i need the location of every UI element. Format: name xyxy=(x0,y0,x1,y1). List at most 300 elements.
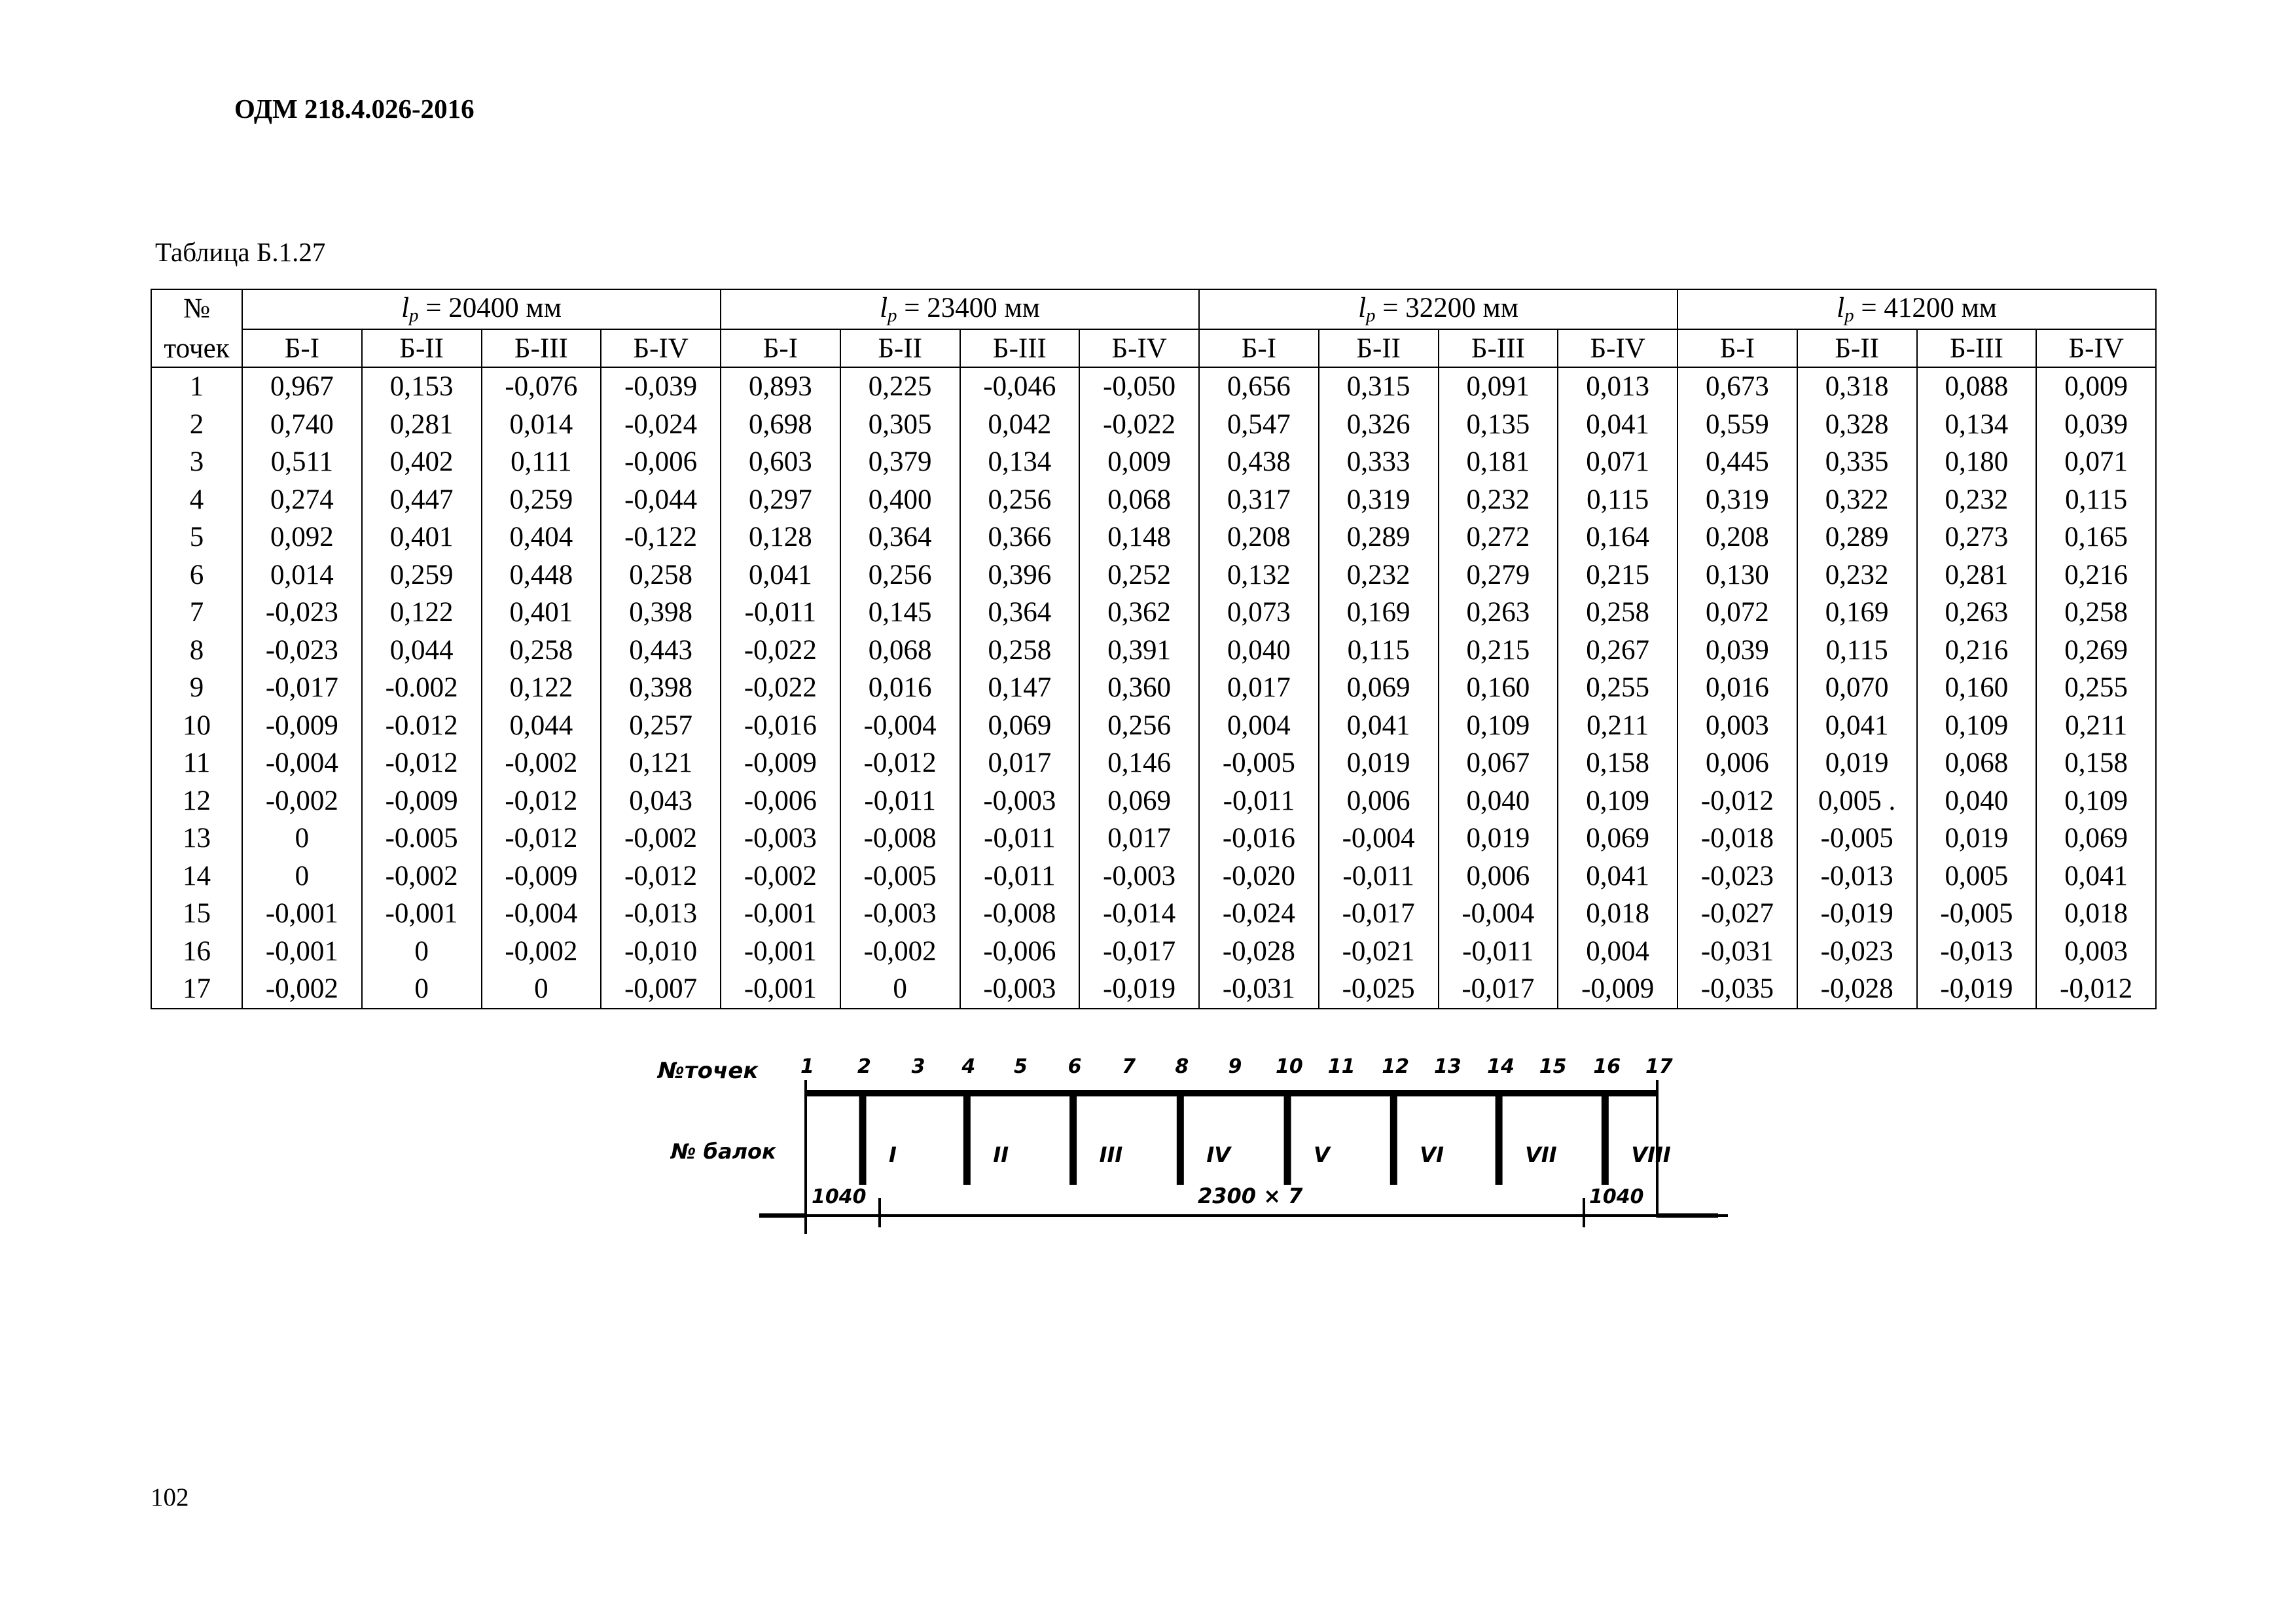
coefficient-cell: 0,279 xyxy=(1439,556,1558,594)
coefficient-cell: 0,402 xyxy=(362,443,482,481)
coefficient-cell: 0,072 xyxy=(1677,594,1797,632)
coefficient-cell: 0,272 xyxy=(1439,518,1558,556)
coefficient-cell: 0,273 xyxy=(1917,518,2037,556)
coefficient-cell: 0,122 xyxy=(482,669,601,707)
coefficient-cell: -0,019 xyxy=(1079,970,1199,1009)
table-row xyxy=(151,518,2156,556)
document-code: ОДМ 218.4.026-2016 xyxy=(234,94,475,124)
beam-subheader: Б-I xyxy=(1199,329,1319,367)
coefficient-cell: 0,004 xyxy=(1558,933,1677,971)
coefficient-cell: 0,019 xyxy=(1797,744,1917,782)
point-number-label: 7 xyxy=(1122,1055,1136,1078)
coefficient-cell: 0,109 xyxy=(1917,707,2037,745)
group-header-2 xyxy=(721,289,1199,329)
coefficient-cell: 0,109 xyxy=(1439,707,1558,745)
coefficient-cell: 0,211 xyxy=(2036,707,2156,745)
coefficient-cell: -0,008 xyxy=(960,895,1080,933)
coefficient-cell: 0,158 xyxy=(1558,744,1677,782)
point-number-cell: 16 xyxy=(151,933,242,971)
coefficient-cell: 0,256 xyxy=(840,556,960,594)
coefficient-cell: 0,132 xyxy=(1199,556,1319,594)
group-header-3 xyxy=(1199,289,1677,329)
coefficient-cell: 0,258 xyxy=(482,632,601,670)
points-label: №точек xyxy=(658,1058,759,1084)
diagram-frame xyxy=(656,1058,1728,1234)
point-number-cell: 10 xyxy=(151,707,242,745)
coefficient-cell: 0,255 xyxy=(2036,669,2156,707)
point-number-cell: 3 xyxy=(151,443,242,481)
coefficient-cell: -0,017 xyxy=(1439,970,1558,1009)
coefficient-cell: 0,232 xyxy=(1439,481,1558,519)
coefficient-cell: 0,017 xyxy=(1079,820,1199,857)
coefficient-cell: -0,011 xyxy=(840,782,960,820)
coefficient-cell: -0,004 xyxy=(482,895,601,933)
coefficient-cell: 0,115 xyxy=(1319,632,1439,670)
coefficient-cell: 0,259 xyxy=(362,556,482,594)
coefficient-cell: -0,012 xyxy=(482,820,601,857)
coefficient-cell: 0,041 xyxy=(1319,707,1439,745)
lp-subscript: p xyxy=(888,304,897,326)
point-number-label: 4 xyxy=(961,1055,976,1078)
point-number-header-line2: точек xyxy=(164,333,230,364)
coefficient-cell: 0,041 xyxy=(1558,406,1677,444)
coefficient-cell: 0,559 xyxy=(1677,406,1797,444)
coefficient-cell: 0,069 xyxy=(2036,820,2156,857)
coefficient-cell: -0,022 xyxy=(1079,406,1199,444)
point-number-header xyxy=(151,289,242,367)
point-number-labels xyxy=(800,1055,1673,1078)
point-number-label: 14 xyxy=(1487,1055,1515,1078)
coefficient-cell: 0,257 xyxy=(601,707,721,745)
coefficient-cell: 0,404 xyxy=(482,518,601,556)
coefficient-cell: 0,109 xyxy=(2036,782,2156,820)
coefficient-cell: 0,317 xyxy=(1199,481,1319,519)
coefficient-cell: -0,003 xyxy=(960,970,1080,1009)
coefficient-cell: -0,011 xyxy=(1439,933,1558,971)
coefficient-cell: -0,039 xyxy=(601,367,721,406)
coefficient-cell: 0,071 xyxy=(2036,443,2156,481)
coefficient-cell: 0,208 xyxy=(1199,518,1319,556)
table-row xyxy=(151,970,2156,1009)
coefficient-cell: 0,067 xyxy=(1439,744,1558,782)
coefficient-cell: -0,023 xyxy=(1797,933,1917,971)
coefficient-cell: 0,160 xyxy=(1439,669,1558,707)
lp-symbol: l xyxy=(1358,292,1367,323)
coefficient-cell: 0,333 xyxy=(1319,443,1439,481)
coefficient-cell: 0,603 xyxy=(721,443,840,481)
coefficient-cell: -0,046 xyxy=(960,367,1080,406)
table-row xyxy=(151,406,2156,444)
coefficient-cell: 0,547 xyxy=(1199,406,1319,444)
point-number-header-line1: № xyxy=(183,293,211,324)
point-number-cell: 17 xyxy=(151,970,242,1009)
coefficient-cell: 0,396 xyxy=(960,556,1080,594)
coefficient-cell: -0,002 xyxy=(482,744,601,782)
coefficient-cell: 0 xyxy=(362,970,482,1009)
coefficient-cell: 0,673 xyxy=(1677,367,1797,406)
coefficient-cell: 0,148 xyxy=(1079,518,1199,556)
coefficient-cell: 0,893 xyxy=(721,367,840,406)
table-row xyxy=(151,367,2156,406)
beam-subheader: Б-IV xyxy=(1079,329,1199,367)
coefficient-cell: 0,042 xyxy=(960,406,1080,444)
coefficient-cell: 0,443 xyxy=(601,632,721,670)
coefficient-cell: 0,069 xyxy=(960,707,1080,745)
coefficient-cell: -0,023 xyxy=(242,632,362,670)
coefficient-cell: 0,092 xyxy=(242,518,362,556)
coefficient-cell: 0,401 xyxy=(362,518,482,556)
coefficient-cell: 0,122 xyxy=(362,594,482,632)
coefficient-cell: -0,012 xyxy=(1677,782,1797,820)
point-number-cell: 8 xyxy=(151,632,242,670)
table-row xyxy=(151,820,2156,857)
coefficient-cell: 0,091 xyxy=(1439,367,1558,406)
coefficient-cell: -0,022 xyxy=(721,669,840,707)
beam-subheader: Б-IV xyxy=(1558,329,1677,367)
coefficient-cell: 0,401 xyxy=(482,594,601,632)
coefficient-cell: 0,319 xyxy=(1319,481,1439,519)
beam-subheader: Б-II xyxy=(1797,329,1917,367)
point-number-cell: 12 xyxy=(151,782,242,820)
coefficient-cell: 0,366 xyxy=(960,518,1080,556)
coefficient-cell: 0,004 xyxy=(1199,707,1319,745)
coefficient-cell: 0,258 xyxy=(601,556,721,594)
coefficient-cell: -0,005 xyxy=(1917,895,2037,933)
coefficient-cell: -0.002 xyxy=(362,669,482,707)
coefficient-cell: -0,020 xyxy=(1199,857,1319,895)
point-number-cell: 2 xyxy=(151,406,242,444)
lp-symbol: l xyxy=(401,292,410,323)
coefficient-cell: -0,009 xyxy=(1558,970,1677,1009)
coefficient-cell: 0,335 xyxy=(1797,443,1917,481)
group-label: = 23400 мм xyxy=(897,292,1040,323)
coefficient-cell: 0,043 xyxy=(601,782,721,820)
coefficient-cell: 0 xyxy=(242,820,362,857)
beam-label: IV xyxy=(1206,1142,1230,1167)
coefficient-cell: -0,035 xyxy=(1677,970,1797,1009)
coefficient-cell: 0,438 xyxy=(1199,443,1319,481)
coefficient-cell: 0,256 xyxy=(1079,707,1199,745)
beam-subheader: Б-III xyxy=(960,329,1080,367)
coefficient-cell: 0,216 xyxy=(1917,632,2037,670)
coefficient-cell: 0,255 xyxy=(1558,669,1677,707)
coefficient-cell: 0,039 xyxy=(1677,632,1797,670)
beam-subheader: Б-IV xyxy=(2036,329,2156,367)
beam-label: VII xyxy=(1525,1142,1557,1167)
coefficient-cell: 0,014 xyxy=(482,406,601,444)
point-number-label: 12 xyxy=(1382,1055,1410,1078)
coefficient-cell: -0,025 xyxy=(1319,970,1439,1009)
table-row xyxy=(151,857,2156,895)
table-row xyxy=(151,556,2156,594)
coefficient-cell: 0,109 xyxy=(1558,782,1677,820)
coefficient-cell: 0,511 xyxy=(242,443,362,481)
coefficient-cell: -0,008 xyxy=(840,820,960,857)
coefficient-cell: -0,004 xyxy=(242,744,362,782)
coefficient-cell: 0,145 xyxy=(840,594,960,632)
lp-symbol: l xyxy=(1837,292,1845,323)
coefficient-cell: 0,967 xyxy=(242,367,362,406)
coefficient-cell: 0,018 xyxy=(2036,895,2156,933)
coefficient-cell: 0,400 xyxy=(840,481,960,519)
coefficient-cell: 0,259 xyxy=(482,481,601,519)
beam-layout-svg xyxy=(658,1044,1734,1240)
coefficient-cell: 0,297 xyxy=(721,481,840,519)
coefficient-cell: 0,016 xyxy=(1677,669,1797,707)
coefficient-cell: 0,146 xyxy=(1079,744,1199,782)
coefficient-cell: 0,069 xyxy=(1319,669,1439,707)
lp-subscript: p xyxy=(1844,304,1854,326)
point-number-cell: 13 xyxy=(151,820,242,857)
coefficient-cell: -0,009 xyxy=(721,744,840,782)
coefficient-cell: 0 xyxy=(362,933,482,971)
coefficient-cell: 0,003 xyxy=(1677,707,1797,745)
point-number-label: 15 xyxy=(1539,1055,1567,1078)
coefficient-cell: 0,044 xyxy=(362,632,482,670)
coefficient-cell: 0,040 xyxy=(1199,632,1319,670)
coefficient-cell: -0,017 xyxy=(1079,933,1199,971)
coefficient-cell: 0,740 xyxy=(242,406,362,444)
coefficient-cell: 0,289 xyxy=(1797,518,1917,556)
coefficient-cell: -0,005 xyxy=(1797,820,1917,857)
coefficient-cell: -0,122 xyxy=(601,518,721,556)
coefficient-cell: -0,011 xyxy=(1199,782,1319,820)
coefficient-cell: -0,009 xyxy=(362,782,482,820)
coefficient-cell: 0,281 xyxy=(362,406,482,444)
coefficient-cell: -0,017 xyxy=(242,669,362,707)
coefficient-cell: -0,005 xyxy=(840,857,960,895)
coefficient-cell: -0,002 xyxy=(601,820,721,857)
coefficient-cell: -0,003 xyxy=(960,782,1080,820)
coefficient-cell: -0,012 xyxy=(362,744,482,782)
coefficient-cell: 0,252 xyxy=(1079,556,1199,594)
coefficient-cell: 0,003 xyxy=(2036,933,2156,971)
coefficient-cell: 0,018 xyxy=(1558,895,1677,933)
beam-subheader: Б-I xyxy=(242,329,362,367)
point-number-label: 2 xyxy=(857,1055,871,1078)
beam-label: VI xyxy=(1420,1142,1444,1167)
coefficient-cell: -0,011 xyxy=(960,820,1080,857)
table-row xyxy=(151,594,2156,632)
coefficient-cell: 0 xyxy=(840,970,960,1009)
point-number-cell: 1 xyxy=(151,367,242,406)
table-row xyxy=(151,744,2156,782)
coefficient-cell: 0,115 xyxy=(2036,481,2156,519)
coefficient-cell: -0,004 xyxy=(840,707,960,745)
coefficient-cell: 0,019 xyxy=(1319,744,1439,782)
coefficient-cell: -0,005 xyxy=(1199,744,1319,782)
coefficient-cell: -0.005 xyxy=(362,820,482,857)
coefficient-cell: -0,011 xyxy=(960,857,1080,895)
coefficient-cell: 0,068 xyxy=(840,632,960,670)
coefficient-cell: 0,398 xyxy=(601,669,721,707)
beam-label: III xyxy=(1099,1142,1123,1167)
coefficient-cell: 0,269 xyxy=(2036,632,2156,670)
coefficient-cell: -0,024 xyxy=(601,406,721,444)
coefficient-cell: 0,225 xyxy=(840,367,960,406)
beam-subheader: Б-I xyxy=(1677,329,1797,367)
coefficient-cell: -0,002 xyxy=(242,970,362,1009)
beam-label: II xyxy=(993,1142,1009,1167)
coefficient-cell: 0,169 xyxy=(1797,594,1917,632)
table-row xyxy=(151,632,2156,670)
coefficient-cell: -0,023 xyxy=(242,594,362,632)
page-number: 102 xyxy=(151,1483,189,1511)
table-row xyxy=(151,782,2156,820)
coefficient-cell: -0,006 xyxy=(960,933,1080,971)
coefficient-cell: 0,019 xyxy=(1439,820,1558,857)
point-number-cell: 15 xyxy=(151,895,242,933)
coefficient-cell: -0,076 xyxy=(482,367,601,406)
coefficient-cell: -0,011 xyxy=(721,594,840,632)
coefficient-cell: 0,318 xyxy=(1797,367,1917,406)
coefficient-cell: -0,044 xyxy=(601,481,721,519)
coefficient-cell: 0,364 xyxy=(840,518,960,556)
beam-label: I xyxy=(889,1142,897,1167)
coefficient-cell: -0,013 xyxy=(1917,933,2037,971)
coefficient-cell: -0,014 xyxy=(1079,895,1199,933)
coefficient-cell: -0,002 xyxy=(840,933,960,971)
coefficient-cell: -0,024 xyxy=(1199,895,1319,933)
point-number-label: 3 xyxy=(911,1055,925,1078)
coefficient-cell: 0,005 . xyxy=(1797,782,1917,820)
coefficient-cell: 0,006 xyxy=(1319,782,1439,820)
coefficient-cell: 0,006 xyxy=(1677,744,1797,782)
lp-subscript: p xyxy=(1366,304,1376,326)
coefficient-cell: 0,014 xyxy=(242,556,362,594)
group-label: = 41200 мм xyxy=(1854,292,1997,323)
coefficient-cell: -0.012 xyxy=(362,707,482,745)
coefficient-cell: 0,164 xyxy=(1558,518,1677,556)
point-number-cell: 6 xyxy=(151,556,242,594)
coefficient-cell: 0,006 xyxy=(1439,857,1558,895)
coefficient-cell: 0,232 xyxy=(1917,481,2037,519)
coefficient-cell: 0,398 xyxy=(601,594,721,632)
coefficient-cell: -0,001 xyxy=(242,933,362,971)
coefficient-cell: 0,070 xyxy=(1797,669,1917,707)
coefficient-cell: 0,134 xyxy=(1917,406,2037,444)
dimension-middle-label: 2300 × 7 xyxy=(1198,1183,1303,1208)
coefficient-cell: 0,305 xyxy=(840,406,960,444)
coefficient-cell: -0,028 xyxy=(1199,933,1319,971)
coefficient-cell: -0,001 xyxy=(242,895,362,933)
coefficient-cell: 0,147 xyxy=(960,669,1080,707)
coefficient-cell: 0,017 xyxy=(960,744,1080,782)
coefficient-cell: 0,071 xyxy=(1558,443,1677,481)
coefficient-cell: 0,448 xyxy=(482,556,601,594)
dimension-left-label: 1040 xyxy=(812,1185,867,1208)
coefficient-cell: 0,319 xyxy=(1677,481,1797,519)
coefficient-cell: 0,360 xyxy=(1079,669,1199,707)
coefficient-cell: 0,135 xyxy=(1439,406,1558,444)
coefficient-cell: 0,009 xyxy=(1079,443,1199,481)
coefficient-cell: -0,012 xyxy=(482,782,601,820)
coefficient-cell: 0,289 xyxy=(1319,518,1439,556)
coefficient-cell: 0,134 xyxy=(960,443,1080,481)
table-caption: Таблица Б.1.27 xyxy=(155,237,326,267)
coefficient-cell: 0,115 xyxy=(1558,481,1677,519)
coefficient-cell: 0,165 xyxy=(2036,518,2156,556)
coefficient-cell: 0,215 xyxy=(1439,632,1558,670)
beam-subheader: Б-II xyxy=(840,329,960,367)
coefficient-cell: 0,267 xyxy=(1558,632,1677,670)
coefficient-cell: -0,010 xyxy=(601,933,721,971)
coefficient-cell: -0,028 xyxy=(1797,970,1917,1009)
coefficient-cell: -0,003 xyxy=(840,895,960,933)
point-number-label: 16 xyxy=(1593,1055,1621,1078)
coefficient-cell: 0,019 xyxy=(1917,820,2037,857)
coefficient-cell: -0,013 xyxy=(1797,857,1917,895)
lp-symbol: l xyxy=(880,292,888,323)
coefficient-cell: 0,121 xyxy=(601,744,721,782)
coefficient-cell: -0,012 xyxy=(601,857,721,895)
beam-subheader: Б-II xyxy=(362,329,482,367)
table-subheader-row xyxy=(151,329,2156,367)
coefficient-cell: 0,180 xyxy=(1917,443,2037,481)
coefficient-cell: 0,216 xyxy=(2036,556,2156,594)
coefficient-cell: -0,011 xyxy=(1319,857,1439,895)
point-number-label: 11 xyxy=(1327,1055,1355,1078)
coefficient-cell: -0,001 xyxy=(362,895,482,933)
beam-label: VIII xyxy=(1631,1142,1671,1167)
dimension-right-label: 1040 xyxy=(1589,1185,1644,1208)
coefficient-cell: -0,022 xyxy=(721,632,840,670)
coefficient-cell: -0,050 xyxy=(1079,367,1199,406)
table-row xyxy=(151,443,2156,481)
coefficient-cell: -0,006 xyxy=(601,443,721,481)
coefficient-cell: 0,391 xyxy=(1079,632,1199,670)
table-row xyxy=(151,669,2156,707)
coefficient-cell: -0,013 xyxy=(601,895,721,933)
point-number-label: 10 xyxy=(1276,1055,1303,1078)
coefficient-cell: 0,041 xyxy=(721,556,840,594)
lp-subscript: p xyxy=(409,304,419,326)
coefficient-cell: 0,447 xyxy=(362,481,482,519)
coefficient-cell: 0,256 xyxy=(960,481,1080,519)
table-row xyxy=(151,895,2156,933)
coefficient-cell: 0,013 xyxy=(1558,367,1677,406)
coefficient-cell: 0,158 xyxy=(2036,744,2156,782)
point-number-label: 13 xyxy=(1433,1055,1462,1078)
point-number-label: 8 xyxy=(1175,1055,1189,1078)
coefficient-cell: 0,068 xyxy=(1917,744,2037,782)
coefficient-cell: 0,258 xyxy=(1558,594,1677,632)
coefficient-cell: -0,009 xyxy=(242,707,362,745)
coefficient-cell: 0,169 xyxy=(1319,594,1439,632)
coefficient-cell: 0,044 xyxy=(482,707,601,745)
coefficient-cell: -0,009 xyxy=(482,857,601,895)
coefficient-cell: -0,012 xyxy=(2036,970,2156,1009)
coefficient-cell: 0,128 xyxy=(721,518,840,556)
coefficient-cell: 0,215 xyxy=(1558,556,1677,594)
beam-subheader: Б-III xyxy=(1917,329,2037,367)
beam-layout-diagram xyxy=(658,1044,1734,1240)
coefficient-cell: -0,002 xyxy=(721,857,840,895)
beam-subheader: Б-IV xyxy=(601,329,721,367)
coefficient-cell: -0,001 xyxy=(721,933,840,971)
point-number-label: 9 xyxy=(1228,1055,1242,1078)
coefficient-cell: 0,232 xyxy=(1797,556,1917,594)
table-row xyxy=(151,933,2156,971)
coefficient-cell: 0,068 xyxy=(1079,481,1199,519)
coefficient-cell: -0,021 xyxy=(1319,933,1439,971)
group-label: = 32200 мм xyxy=(1375,292,1518,323)
coefficient-cell: -0,004 xyxy=(1319,820,1439,857)
coefficient-cell: 0,211 xyxy=(1558,707,1677,745)
coefficient-cell: 0,362 xyxy=(1079,594,1199,632)
coefficient-cell: 0,073 xyxy=(1199,594,1319,632)
coefficient-cell: 0,263 xyxy=(1917,594,2037,632)
